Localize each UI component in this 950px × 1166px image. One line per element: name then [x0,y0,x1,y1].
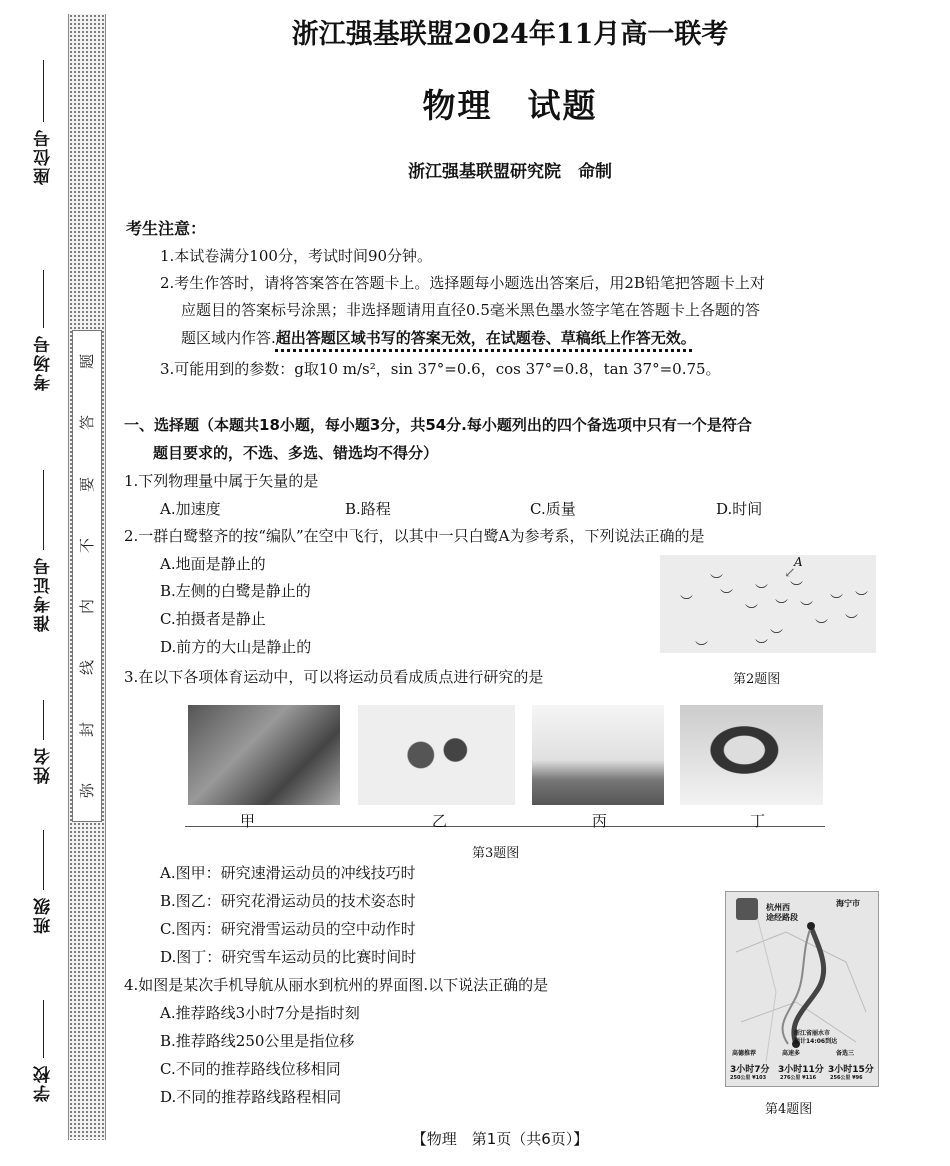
bird-icon: ︶ [830,594,844,609]
q4-option-d: D.不同的推荐路线路程相同 [160,1088,342,1106]
notice-item-1: 1.本试卷满分100分，考试时间90分钟。 [160,247,433,265]
bird-icon: ︶ [755,584,769,599]
notice-heading: 考生注意： [126,219,207,238]
bird-icon: ︶ [790,581,804,596]
map-mode-2: 高速多 [782,1050,801,1057]
map-time-3[interactable]: 3小时15分 [828,1065,874,1075]
q3-option-b: B.图乙：研究花滑运动员的技术姿态时 [160,892,416,910]
q1-stem: 1.下列物理量中属于矢量的是 [124,472,319,490]
name-label: 姓名 [33,746,54,784]
q2-option-d: D.前方的大山是静止的 [160,638,312,656]
speed-skating-photo [188,705,340,805]
bird-icon: ︶ [855,591,869,606]
arrow-icon: ↙ [784,565,796,581]
seal-char: 要 [78,476,97,492]
seat-field [28,60,58,185]
section-heading-line-1: 一、选择题（本题共18小题，每小题3分，共54分.每小题列出的四个备选项中只有一个是符合 [124,416,752,434]
photo-label-bing: 丙 [592,812,608,830]
q4-option-a: A.推荐路线3小时7分是指时刻 [160,1004,360,1022]
q3-option-d: D.图丁：研究雪车运动员的比赛时间时 [160,948,417,966]
seal-char: 答 [78,415,97,431]
subject-title: 物理 试题 [422,86,598,125]
school-field [28,1000,58,1102]
q2-stem: 2.一群白鹭整齐的按“编队”在空中飞行，以其中一只白鹭A为参考系，下列说法正确的是 [124,527,705,545]
school-label: 学校 [33,1064,54,1102]
notice-item-3: 3.可能用到的参数：g取10 m/s²，sin 37°=0.6，cos 37°=0.8，tan 37°=0.75。 [160,360,721,378]
seal-char: 内 [78,599,97,615]
q2-option-a: A.地面是静止的 [160,555,266,573]
avatar [736,898,758,920]
notice-emphasis: 超出答题区域书写的答案无效，在试题卷、草稿纸上作答无效。 [275,329,696,347]
photo-label-ding: 丁 [750,812,766,830]
q2-option-c: C.拍摄者是静止 [160,610,266,628]
map-distance-1: 250公里 ¥103 [730,1075,767,1081]
q4-stem: 4.如图是某次手机导航从丽水到杭州的界面图.以下说法正确的是 [124,976,549,994]
exam-id-field [28,470,58,632]
bird-a-label: A [794,555,803,569]
notice-item-2-line-1: 2.考生作答时，请将答案答在答题卡上。选择题每小题选出答案后，用2B铅笔把答题卡上对 [160,274,765,292]
seal-char: 封 [78,721,97,737]
exam-id-label: 准考证号 [33,556,54,632]
photo-label-yi: 乙 [432,812,448,830]
figure-skating-photo [358,705,515,805]
egret-formation-image [660,555,876,656]
photo-label-jia: 甲 [240,812,256,830]
map-city: 海宁市 [836,899,860,908]
notice-item-2-line-3-plain: 题区域内作答. [181,329,276,347]
bird-icon: ︶ [745,604,759,619]
bird-icon: ︶ [680,595,694,610]
bird-icon: ︶ [710,574,724,589]
bird-icon: ︶ [845,614,859,629]
issuer: 浙江强基联盟研究院 命制 [408,162,612,182]
seal-char: 题 [78,354,97,370]
q1-option-b: B.路程 [345,500,391,518]
room-field [28,270,58,391]
bird-icon: ︶ [815,619,829,634]
seal-char: 不 [78,537,97,553]
q4-option-b: B.推荐路线250公里是指位移 [160,1032,355,1050]
skeleton-sled-photo [680,705,823,805]
map-time-1[interactable]: 3小时7分 [730,1065,770,1075]
q4-caption: 第4题图 [765,1102,813,1117]
q3-stem: 3.在以下各项体育运动中，可以将运动员看成质点进行研究的是 [124,668,544,686]
notice-item-2-line-3 [181,325,696,351]
map-dest: 杭州西 [766,903,790,912]
name-field [28,700,58,784]
navigation-map-image [725,891,879,1087]
aerial-skiing-photo [532,705,664,805]
bird-icon: ︶ [695,641,709,656]
map-mode-3: 备选三 [836,1050,855,1057]
map-start: 浙江省丽水市 [794,1030,831,1037]
page-footer: 【物理 第1页（共6页）】 [411,1130,589,1148]
notice-item-2-line-2: 应题目的答案标号涂黑；非选择题请用直径0.5毫米黑色墨水签字笔在答题卡上各题的答 [181,301,760,319]
q3-caption: 第3题图 [472,846,520,861]
q2-caption: 第2题图 [733,672,781,687]
class-label: 班级 [33,896,54,934]
seal-notice [72,330,102,822]
exam-title: 浙江强基联盟2024年11月高一联考 [291,19,729,50]
map-mode-1: 高德推荐 [732,1050,757,1057]
seat-label: 座位号 [33,128,54,185]
q4-option-c: C.不同的推荐路线位移相同 [160,1060,341,1078]
seal-char: 线 [78,660,97,676]
q1-option-d: D.时间 [716,500,763,518]
q3-option-c: C.图丙：研究滑雪运动员的空中动作时 [160,920,416,938]
map-dest-note: 途经路段 [766,913,798,922]
q1-option-c: C.质量 [530,500,576,518]
section-heading-line-2: 题目要求的，不选、多选、错选均不得分） [153,444,439,462]
class-field [28,830,58,934]
map-distance-3: 256公里 ¥96 [830,1075,863,1081]
bird-icon: ︶ [770,629,784,644]
q3-option-a: A.图甲：研究速滑运动员的冲线技巧时 [160,864,416,882]
map-distance-2: 276公里 ¥116 [780,1075,817,1081]
room-label: 考场号 [33,334,54,391]
q1-option-a: A.加速度 [160,500,221,518]
map-time-2[interactable]: 3小时11分 [778,1065,824,1075]
seal-char: 弥 [78,782,97,798]
bird-icon: ︶ [800,601,814,616]
bird-icon: ︶ [775,599,789,614]
map-eta: 预计14:06到达 [794,1038,838,1045]
bird-icon: ︶ [755,639,769,654]
photo-baseline [185,826,825,827]
q2-option-b: B.左侧的白鹭是静止的 [160,582,311,600]
bird-icon: ︶ [720,589,734,604]
